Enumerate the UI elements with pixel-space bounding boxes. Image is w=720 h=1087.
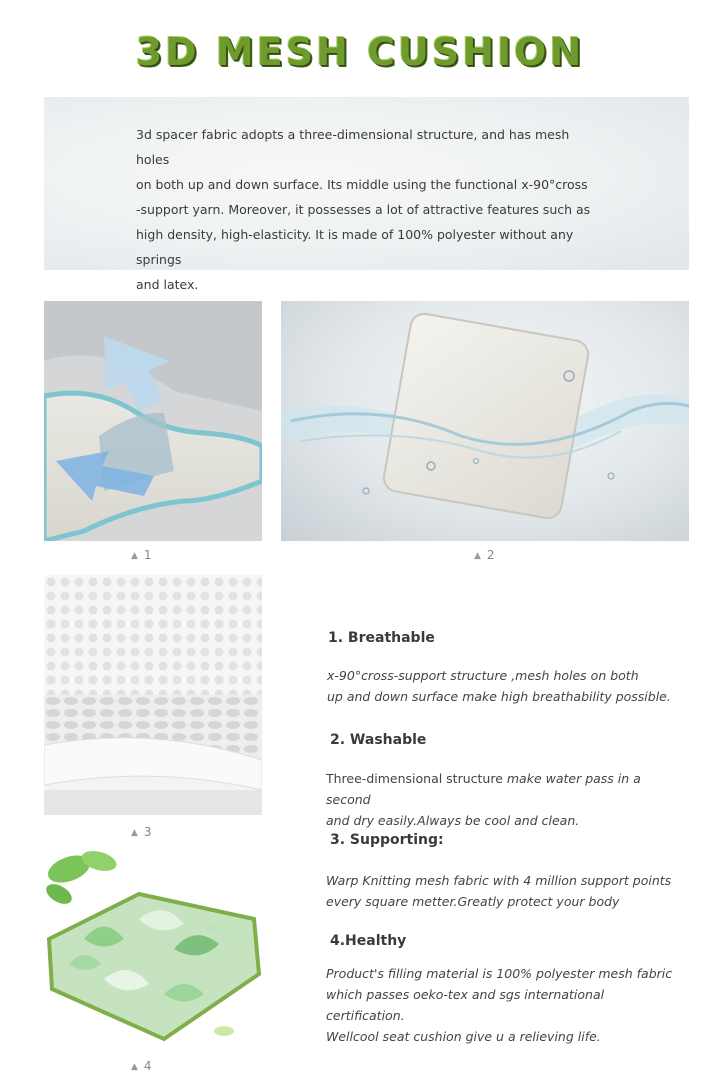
feature-heading-washable: 2. Washable bbox=[330, 732, 427, 748]
leaf-cushion-illustration bbox=[44, 849, 262, 1049]
intro-line: high density, high-elasticity. It is made of 100% polyester without any springs bbox=[136, 227, 574, 267]
image-caption-1: ▲ 1 bbox=[131, 548, 152, 562]
cushion-airflow-image bbox=[44, 301, 262, 541]
feature-text-breathable: x-90°cross-support structure ,mesh holes on both up and down surface make high breathability possible. bbox=[327, 668, 671, 704]
intro-line: on both up and down surface. Its middle using the functional x-90°cross bbox=[136, 177, 588, 192]
image-caption-4: ▲ 4 bbox=[131, 1059, 152, 1073]
triangle-up-icon: ▲ bbox=[131, 551, 138, 561]
feature-heading-supporting: 3. Supporting: bbox=[330, 832, 444, 848]
feature-text-washable: Three-dimensional structure make water pass in a second and dry easily.Always be cool and clean. bbox=[326, 771, 641, 828]
intro-line: -support yarn. Moreover, it possesses a lot of attractive features such as bbox=[136, 202, 591, 217]
cushion-water-image bbox=[281, 301, 689, 541]
leaf-cushion-image bbox=[44, 849, 262, 1049]
page-title: 3D MESH CUSHION bbox=[135, 30, 585, 74]
triangle-up-icon: ▲ bbox=[131, 828, 138, 838]
feature-heading-healthy: 4.Healthy bbox=[330, 933, 407, 949]
feature-text-healthy: Product's filling material is 100% polyester mesh fabric which passes oeko-tex and sgs international certification. Wellcool seat cushion give u a relieving life. bbox=[326, 966, 673, 1044]
triangle-up-icon: ▲ bbox=[474, 551, 481, 561]
image-caption-3: ▲ 3 bbox=[131, 825, 152, 839]
intro-text bbox=[136, 122, 606, 297]
mesh-closeup-image bbox=[44, 575, 262, 815]
cushion-water-illustration bbox=[281, 301, 689, 541]
mesh-closeup-illustration bbox=[44, 575, 262, 815]
image-caption-2: ▲ 2 bbox=[474, 548, 495, 562]
intro-panel bbox=[44, 97, 689, 292]
intro-line: and latex. bbox=[136, 277, 199, 292]
cushion-airflow-illustration bbox=[44, 301, 262, 541]
intro-line: 3d spacer fabric adopts a three-dimensional structure, and has mesh holes bbox=[136, 127, 570, 167]
feature-heading-breathable: 1. Breathable bbox=[328, 630, 435, 646]
triangle-up-icon: ▲ bbox=[131, 1062, 138, 1072]
feature-text-supporting: Warp Knitting mesh fabric with 4 million support points every square metter.Greatly protect your body bbox=[326, 873, 672, 909]
